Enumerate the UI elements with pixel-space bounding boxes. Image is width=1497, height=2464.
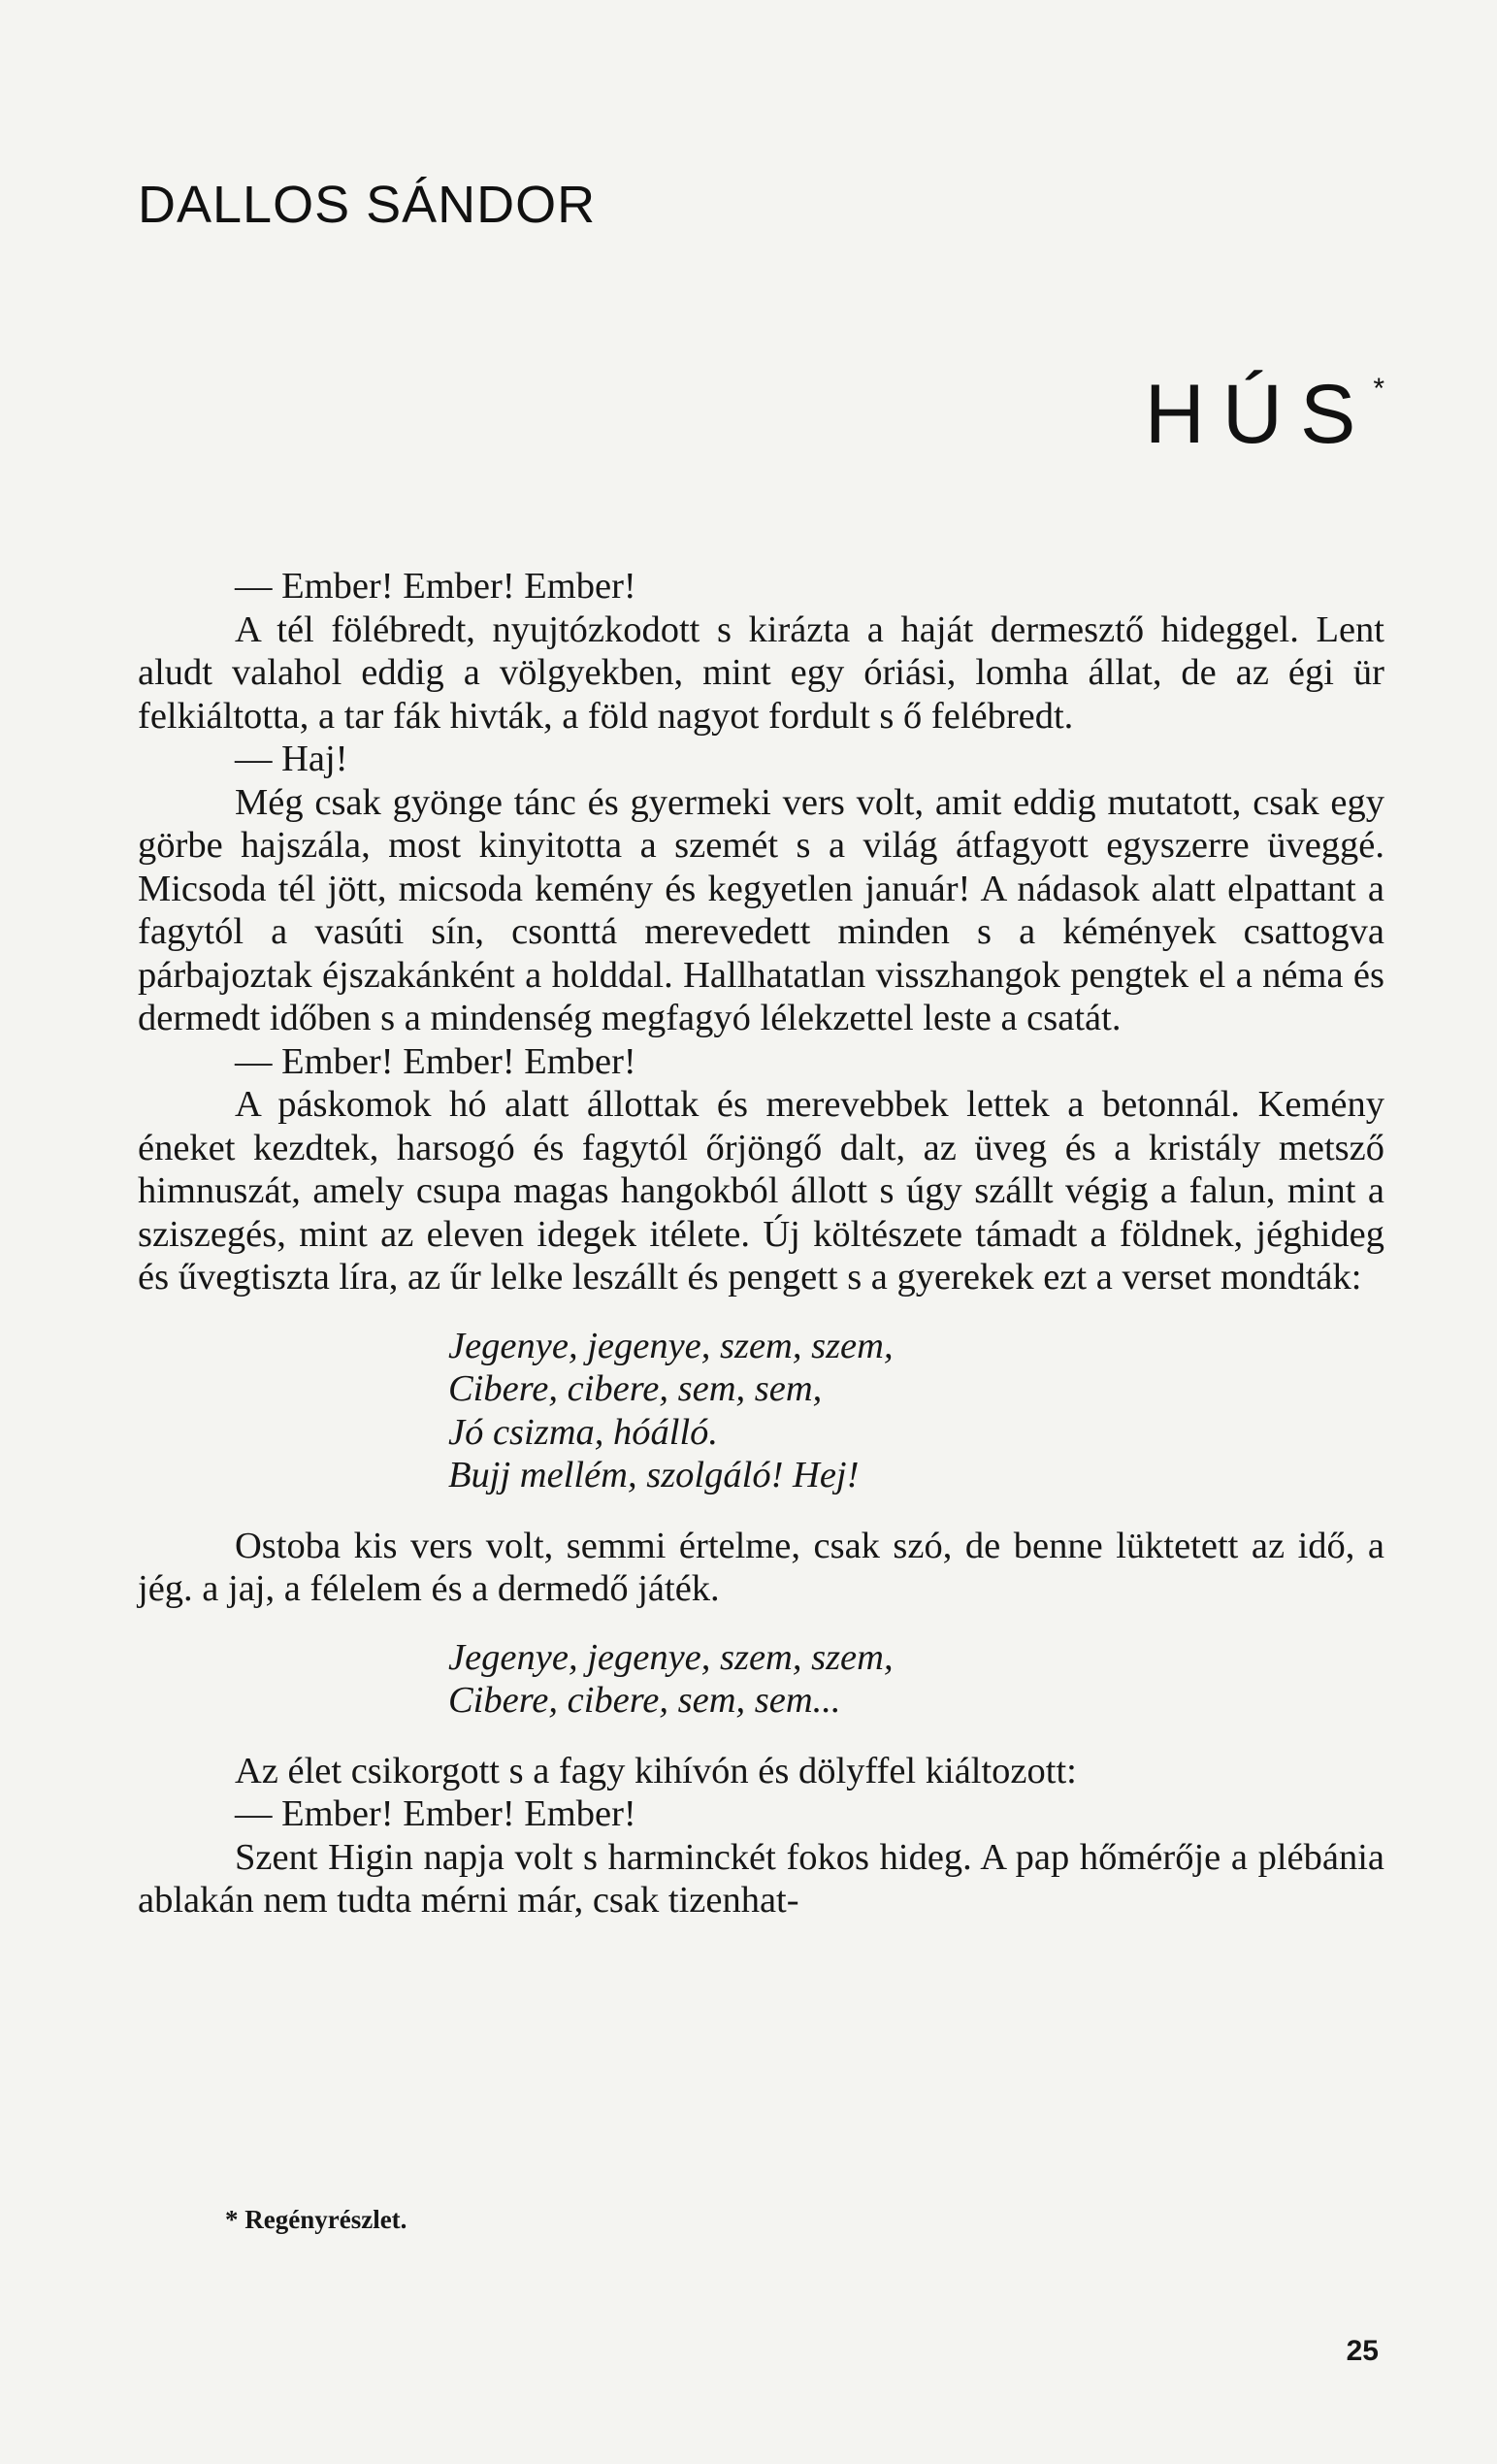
paragraph: — Ember! Ember! Ember! [235,1040,636,1082]
poem-line: Cibere, cibere, sem, sem... [448,1680,841,1721]
paragraph: Szent Higin napja volt s harminckét fokos hideg. A pap hőmérője a plébánia ablakán nem tudta mérni már, csak tizenhat- [138,1836,1384,1921]
paragraph: Az élet csikorgott s a fagy kihívón és dölyffel kiáltozott: [235,1750,1077,1791]
poem-line: Bujj mellém, szolgáló! Hej! [448,1455,860,1495]
paragraph: Még csak gyönge tánc és gyermeki vers volt, amit eddig mutatott, csak egy görbe hajszála, most kinyitotta a szemét s a világ átfagyott egyszerre üveggé. Micsoda tél jött, micsoda kemény és kegyetlen január! A nádasok alatt elpattant a fagytól a vasúti sín, csonttá merevedett minden s a kémények csattogva párbajoztak éjszakánként a holddal. Hallhatatlan visszhangok pengtek el a néma és dermedt időben s a mindenség megfagyó lélekzettel leste a csatát. [138,781,1384,1038]
poem-line: Jegenye, jegenye, szem, szem, [448,1636,894,1678]
paragraph: — Ember! Ember! Ember! [235,1793,636,1834]
footnote-mark: * [1373,373,1384,405]
paragraph: — Ember! Ember! Ember! [235,566,636,607]
paragraph: — Haj! [235,739,348,779]
footnote: * Regényrészlet. [225,2205,407,2234]
poem-line: Cibere, cibere, sem, sem, [448,1368,823,1409]
poem-line: Jegenye, jegenye, szem, szem, [448,1325,894,1366]
page-number: 25 [1346,2335,1379,2367]
paragraph: A tél fölébredt, nyujtózkodott s kirázta a haját dermesztő hideggel. Lent aludt valahol eddig a völgyekben, mint egy óriási, lomha állat, de az égi ür felkiáltotta, a tar fák hivták, a föld nagyot fordult s ő felébredt. [138,608,1384,737]
author-name: DALLOS SÁNDOR [138,176,597,234]
chapter-title [1145,367,1384,463]
paragraph: A páskomok hó alatt állottak és merevebbek lettek a betonnál. Kemény éneket kezdtek, harsogó és fagytól őrjöngő dalt, az üveg és a kristály metsző himnuszát, amely csupa magas hangokból állott s úgy szállt végig a falun, mint a sziszegés, mint az eleven idegek itélete. Új költészete támadt a földnek, jéghideg és űvegtiszta líra, az űr lelke leszállt és pengett s a gyerekek ezt a verset mondták: [138,1084,1384,1298]
poem-stanza [448,1325,1384,1497]
poem-stanza [448,1636,1384,1723]
poem-line: Jó csizma, hóálló. [448,1411,719,1453]
body-text [138,565,1384,1922]
paragraph: Ostoba kis vers volt, semmi értelme, csak szó, de benne lüktetett az idő, a jég. a jaj, a félelem és a dermedő játék. [138,1525,1384,1609]
chapter-title-text: HÚS [1144,368,1374,461]
